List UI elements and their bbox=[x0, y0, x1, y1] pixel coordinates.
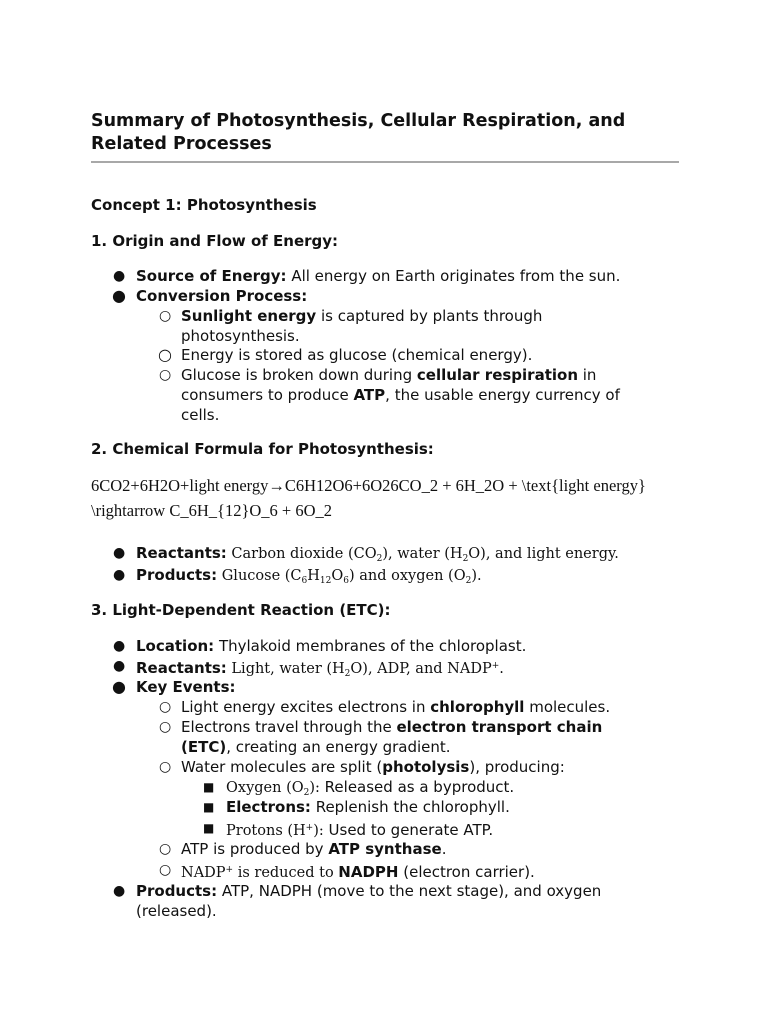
list-item-conversion: Conversion Process: bbox=[136, 287, 308, 305]
event-item-5: NADP+ is reduced to NADPH (electron carrier). bbox=[181, 863, 535, 881]
square-bullet-icon: ■ bbox=[203, 821, 215, 835]
circle-bullet-icon: ○ bbox=[159, 308, 172, 324]
event-item-2-cont: (ETC), creating an energy gradient. bbox=[181, 738, 451, 756]
document-title: Summary of Photosynthesis, Cellular Respiration, and Related Processes bbox=[91, 111, 626, 154]
bullet-icon: ● bbox=[112, 677, 126, 696]
list-item-products: Products: Glucose $(C_6H_{12}O_6)$ and oxygen $(O_2)$. bbox=[136, 566, 482, 586]
sub-item-glucose-cont: consumers to produce ATP, the usable energy currency of bbox=[181, 386, 620, 404]
event-item-1: Light energy excites electrons in chlorophyll molecules. bbox=[181, 698, 611, 716]
concept-heading: Concept 1: Photosynthesis bbox=[91, 196, 317, 214]
list-item-products-ld-cont: (released). bbox=[136, 902, 217, 920]
bullet-icon: ● bbox=[113, 545, 126, 561]
list-item-reactants-ld: Reactants: Light, water $(H_2O)$, ADP, and NADP+. bbox=[136, 659, 504, 679]
list-item-key-events: Key Events: bbox=[136, 678, 236, 696]
square-bullet-icon: ■ bbox=[203, 800, 215, 814]
square-bullet-icon: ■ bbox=[203, 780, 215, 794]
product-item-electrons: Electrons: Replenish the chlorophyll. bbox=[226, 798, 510, 816]
formula-line-2: \rightarrow C_6H_{12}O_6 + 6O_2 bbox=[91, 501, 332, 520]
section-1-heading: 1. Origin and Flow of Energy: bbox=[91, 232, 339, 250]
bullet-icon: ● bbox=[112, 286, 126, 305]
product-item-protons: Protons (H+): Used to generate ATP. bbox=[226, 821, 494, 839]
section-3-heading: 3. Light-Dependent Reaction (ETC): bbox=[91, 601, 391, 619]
circle-bullet-icon: ○ bbox=[159, 719, 172, 735]
sub-item-energy-stored: Energy is stored as glucose (chemical energy). bbox=[181, 346, 533, 364]
list-item-location: Location: Thylakoid membranes of the chloroplast. bbox=[136, 637, 527, 655]
bullet-icon: ● bbox=[113, 883, 126, 899]
list-item-products-ld: Products: ATP, NADPH (move to the next stage), and oxygen bbox=[136, 882, 602, 900]
circle-bullet-icon: ○ bbox=[159, 367, 172, 383]
sub-item-glucose: Glucose is broken down during cellular respiration in bbox=[181, 366, 597, 384]
circle-bullet-icon: ○ bbox=[159, 862, 172, 878]
sub-item-sunlight: Sunlight energy is captured by plants through bbox=[181, 307, 543, 325]
bullet-icon: ● bbox=[113, 268, 126, 284]
bullet-icon: ● bbox=[113, 638, 126, 654]
formula-line-1: 6CO2+6H2O+light energy→C6H12O6+6O26CO_2 + 6H_2O + \text{light energy} bbox=[91, 476, 646, 495]
bullet-icon: ● bbox=[113, 658, 126, 674]
circle-bullet-icon: ○ bbox=[159, 699, 172, 715]
list-item-reactants: Reactants: Carbon dioxide $(CO_2)$, water $(H_2O)$, and light energy. bbox=[136, 544, 619, 564]
event-item-2: Electrons travel through the electron transport chain bbox=[181, 718, 603, 736]
circle-bullet-icon: ○ bbox=[159, 841, 172, 857]
section-2-heading: 2. Chemical Formula for Photosynthesis: bbox=[91, 440, 434, 458]
event-item-3: Water molecules are split (photolysis), producing: bbox=[181, 758, 565, 776]
title-divider bbox=[91, 161, 679, 163]
sub-item-sunlight-cont: photosynthesis. bbox=[181, 327, 300, 345]
circle-bullet-icon: ○ bbox=[159, 759, 172, 775]
sub-item-glucose-cont2: cells. bbox=[181, 406, 220, 424]
bullet-icon: ● bbox=[113, 567, 126, 583]
event-item-4: ATP is produced by ATP synthase. bbox=[181, 840, 447, 858]
product-item-oxygen: Oxygen $(O_2)$: Released as a byproduct. bbox=[226, 778, 515, 798]
list-item-source: Source of Energy: All energy on Earth originates from the sun. bbox=[136, 267, 621, 285]
circle-bullet-icon: ○ bbox=[158, 345, 172, 364]
